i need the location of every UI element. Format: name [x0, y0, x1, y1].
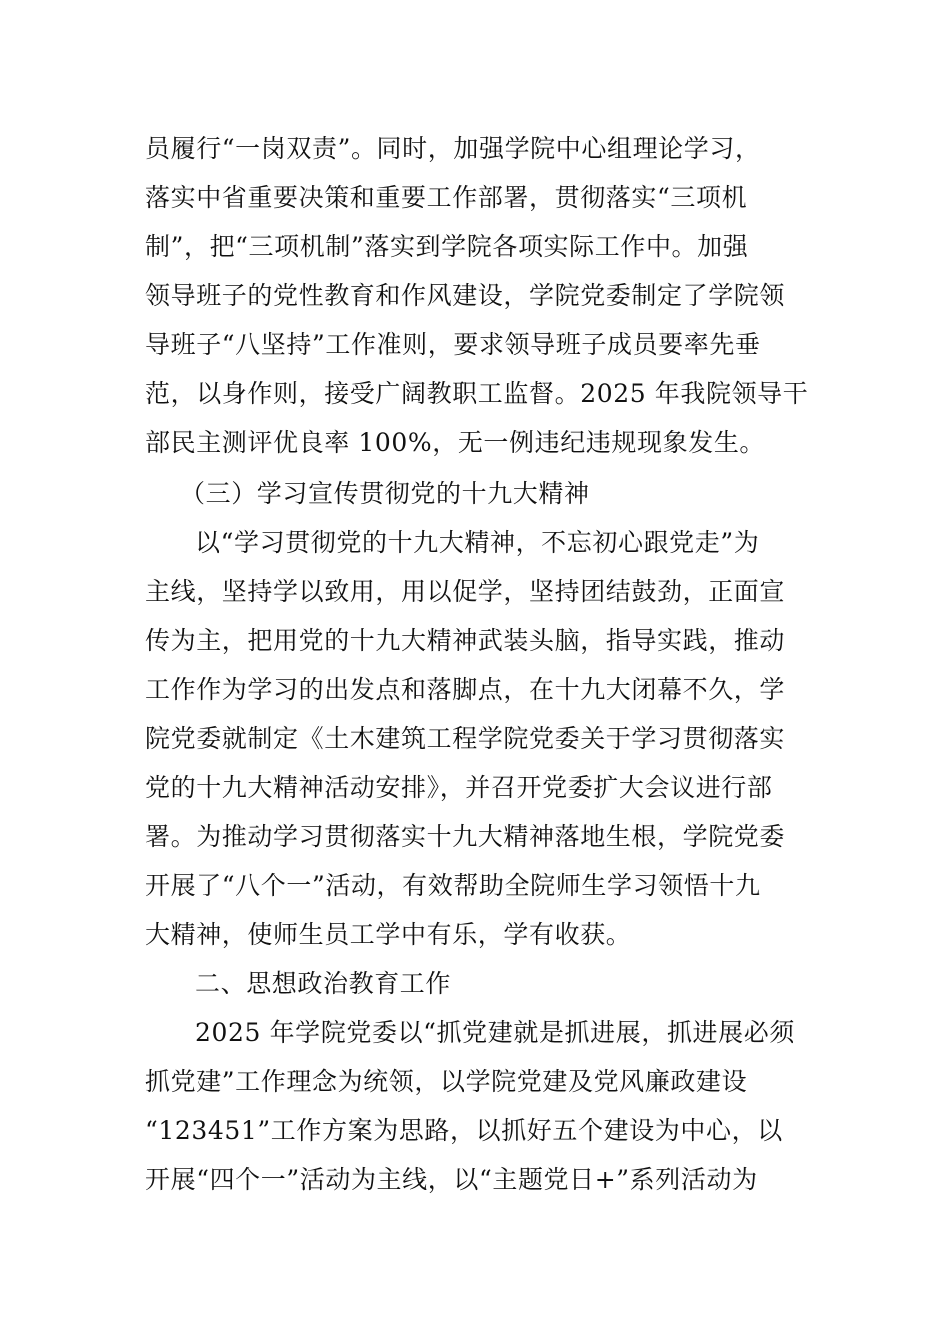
text-line: 员履行“一岗双责”。同时，加强学院中心组理论学习，: [145, 134, 761, 163]
text-line: 开展“四个一”活动为主线，以“主题党日+”系列活动为: [145, 1165, 758, 1194]
text-line: 工作作为学习的出发点和落脚点，在十九大闭幕不久，学: [145, 675, 786, 704]
text-line: 主线，坚持学以致用，用以促学，坚持团结鼓劲，正面宣: [145, 577, 786, 606]
text-line: 领导班子的党性教育和作风建设，学院党委制定了学院领: [145, 281, 786, 310]
text-line: “123451”工作方案为思路，以抓好五个建设为中心，以: [145, 1116, 783, 1145]
text-line: 开展了“八个一”活动，有效帮助全院师生学习领悟十九: [145, 871, 761, 900]
text-line: 署。为推动学习贯彻落实十九大精神落地生根，学院党委: [145, 822, 786, 851]
paragraph-first-line: 2025 年学院党委以“抓党建就是抓进展，抓进展必须: [195, 1018, 795, 1047]
text-line: 部民主测评优良率 100%，无一例违纪违规现象发生。: [145, 428, 766, 457]
text-line: 党的十九大精神活动安排》，并召开党委扩大会议进行部: [145, 773, 773, 802]
section-heading: 二、思想政治教育工作: [195, 969, 452, 998]
text-line: 院党委就制定《土木建筑工程学院党委关于学习贯彻落实: [145, 724, 786, 753]
text-line: 范，以身作则，接受广阔教职工监督。2025 年我院领导干: [145, 379, 809, 408]
text-line: 传为主，把用党的十九大精神武装头脑，指导实践，推动: [145, 626, 786, 655]
text-line: 抓党建”工作理念为统领，以学院党建及党风廉政建设: [145, 1067, 748, 1096]
section-heading: （三）学习宣传贯彻党的十九大精神: [180, 479, 590, 508]
text-line: 落实中省重要决策和重要工作部署，贯彻落实“三项机: [145, 183, 748, 212]
paragraph-first-line: 以“学习贯彻党的十九大精神，不忘初心跟党走”为: [195, 528, 760, 557]
text-line: 制”，把“三项机制”落实到学院各项实际工作中。加强: [145, 232, 749, 261]
text-line: 导班子“八坚持”工作准则，要求领导班子成员要率先垂: [145, 330, 761, 359]
text-line: 大精神，使师生员工学中有乐，学有收获。: [145, 920, 632, 949]
